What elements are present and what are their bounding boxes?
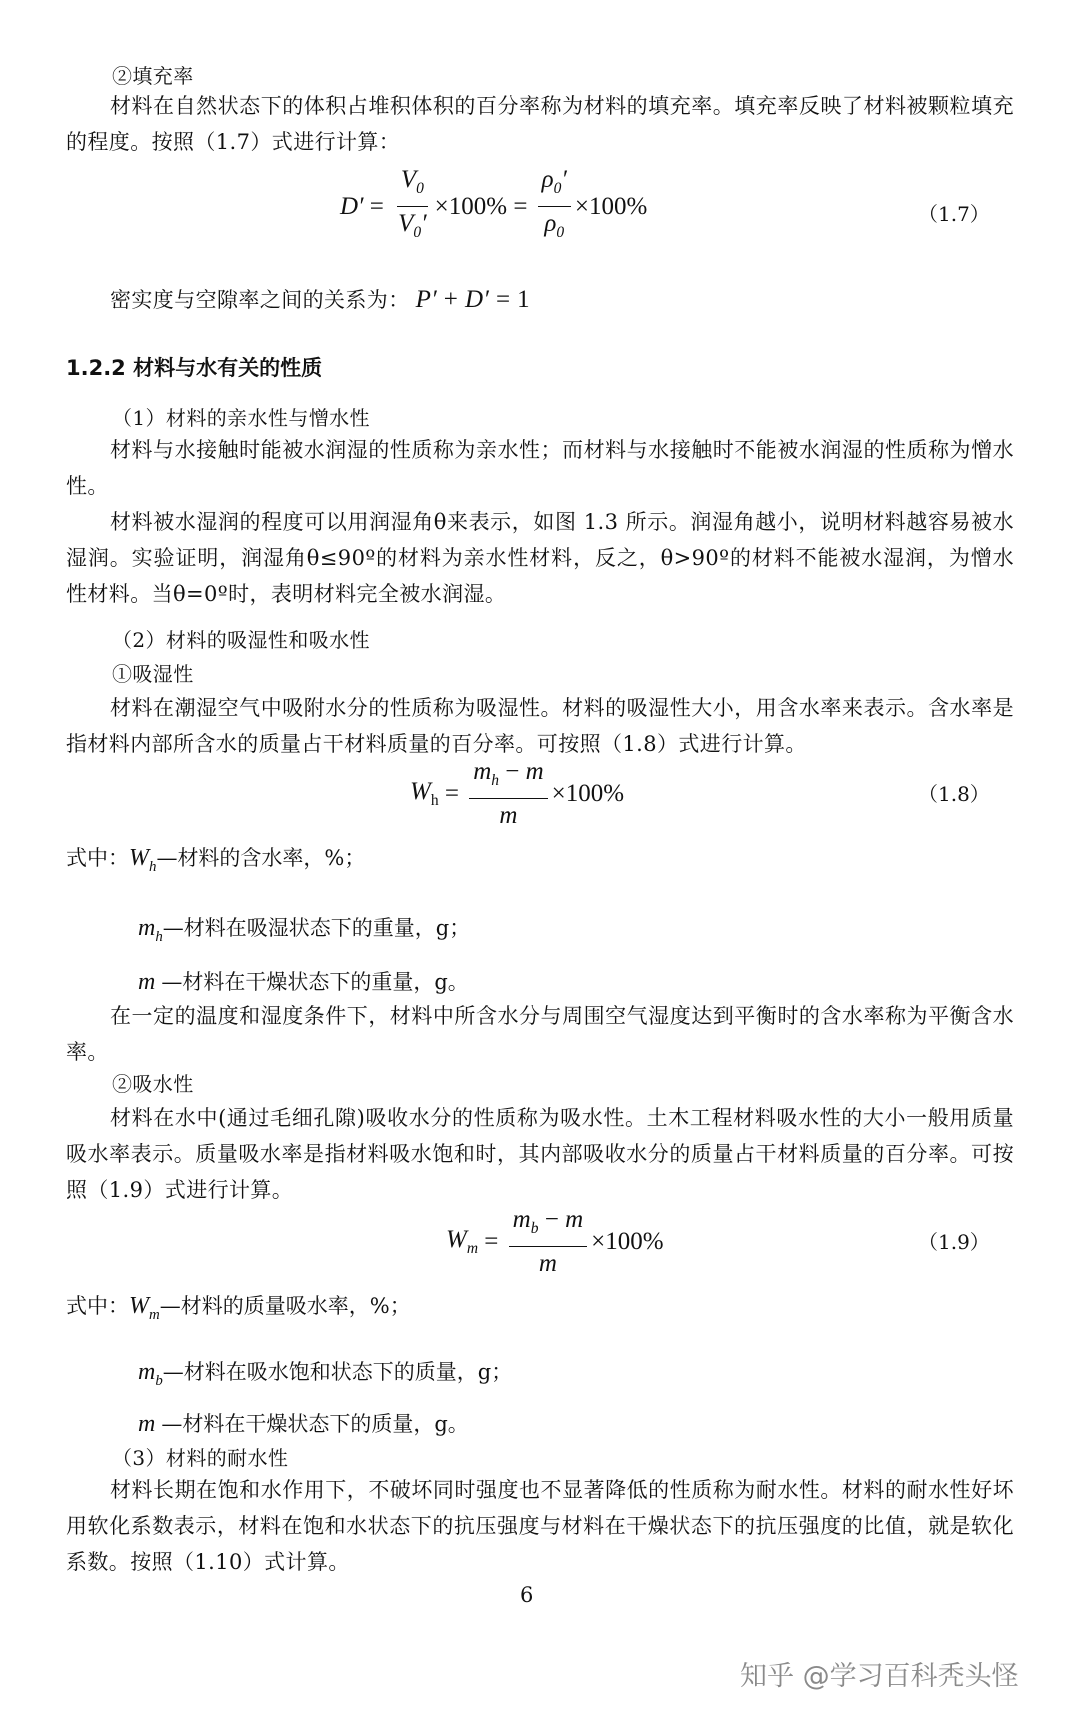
where-label: 式中：	[66, 846, 129, 870]
subheading-moisture: （2）材料的吸湿性和吸水性	[112, 628, 370, 652]
definition-wh: 式中：$W_h—$材料的含水率，%；	[66, 845, 366, 875]
definition-text: —材料的含水率，%；	[156, 846, 366, 870]
subheading-water-absorption: ②吸水性	[112, 1072, 194, 1096]
definition-text: —材料在吸湿状态下的重量，g；	[162, 916, 471, 940]
paragraph-equilibrium-moisture: 在一定的温度和湿度条件下，材料中所含水分与周围空气湿度达到平衡时的含水率称为平衡含水率。	[66, 1004, 1014, 1064]
paragraph-hygroscopicity: 材料在潮湿空气中吸附水分的性质称为吸湿性。材料的吸湿性大小，用含水率来表示。含水率是指材料内部所含水的质量占干材料质量的百分率。可按照（1.8）式进行计算。	[66, 696, 1014, 756]
equation-number-1-8: （1.8）	[918, 782, 990, 806]
definition-mb: $m_b—$材料在吸水饱和状态下的质量，g；	[138, 1359, 513, 1389]
definition-m: m —材料在干燥状态下的重量，g。	[138, 969, 469, 995]
where-label: 式中：	[66, 1294, 129, 1318]
equation-1-9: $W_m$ = $\frac{m_b - m}{m}$ ×100%	[446, 1206, 664, 1277]
relation-text: 密实度与空隙率之间的关系为：	[110, 288, 410, 312]
definition-mh: $m_h—$材料在吸湿状态下的重量，g；	[138, 915, 471, 945]
definition-m-2: m —材料在干燥状态下的质量，g。	[138, 1411, 469, 1437]
definition-wm: 式中：$W_m—$材料的质量吸水率，%；	[66, 1293, 411, 1323]
page-number: 6	[520, 1583, 534, 1607]
relation-line	[110, 282, 530, 318]
paragraph-water-absorption: 材料在水中(通过毛细孔隙)吸收水分的性质称为吸水性。土木工程材料吸水性的大小一般用质量吸水率表示。质量吸水率是指材料吸水饱和时，其内部吸收水分的质量占干材料质量的百分率。可按照（1.9）式进行计算。	[66, 1106, 1014, 1202]
paragraph-water-resistance: 材料长期在饱和水作用下，不破坏同时强度也不显著降低的性质称为耐水性。材料的耐水性好坏用软化系数表示，材料在饱和水状态下的抗压强度与材料在干燥状态下的抗压强度的比值，就是软化系数。按照（1.10）式计算。	[66, 1478, 1014, 1574]
equation-1-8: $W_h$ = $\frac{m_h - m}{m}$ ×100%	[410, 758, 625, 829]
subheading-water-resistance: （3）材料的耐水性	[112, 1446, 289, 1470]
subheading-fill-rate: ②填充率	[112, 64, 194, 88]
subheading-hydrophilic: （1）材料的亲水性与憎水性	[112, 406, 370, 430]
subheading-hygroscopicity: ①吸湿性	[112, 662, 194, 686]
definition-text: —材料在干燥状态下的重量，g。	[161, 970, 469, 994]
paragraph-fill-rate: 材料在自然状态下的体积占堆积体积的百分率称为材料的填充率。填充率反映了材料被颗粒填充的程度。按照（1.7）式进行计算：	[66, 94, 1014, 154]
paragraph-hydrophilic-1: 材料与水接触时能被水润湿的性质称为亲水性；而材料与水接触时不能被水润湿的性质称为憎水性。	[66, 438, 1014, 498]
equation-1-7: D′ = $\frac{V_0}{V_0'}$ ×100% = $\frac{\rho_0'}{\rho_0}$ ×100%	[340, 166, 648, 241]
paragraph-hydrophilic-2: 材料被水湿润的程度可以用润湿角θ来表示，如图 1.3 所示。润湿角越小，说明材料越容易被水湿润。实验证明，润湿角θ≤90º的材料为亲水性材料，反之，θ>90º的材料不能被水湿润，为憎水性材料。当θ=0º时，表明材料完全被水润湿。	[66, 510, 1014, 606]
watermark: 知乎 @学习百科秃头怪	[740, 1661, 1019, 1692]
relation-equation: P′ + D′ = 1	[415, 286, 530, 313]
definition-text: —材料的质量吸水率，%；	[159, 1294, 411, 1318]
definition-text: —材料在吸水饱和状态下的质量，g；	[162, 1360, 513, 1384]
section-heading-1-2-2: 1.2.2 材料与水有关的性质	[66, 356, 323, 380]
equation-number-1-9: （1.9）	[918, 1230, 990, 1254]
equation-number-1-7: （1.7）	[918, 202, 990, 226]
definition-text: —材料在干燥状态下的质量，g。	[161, 1412, 469, 1436]
